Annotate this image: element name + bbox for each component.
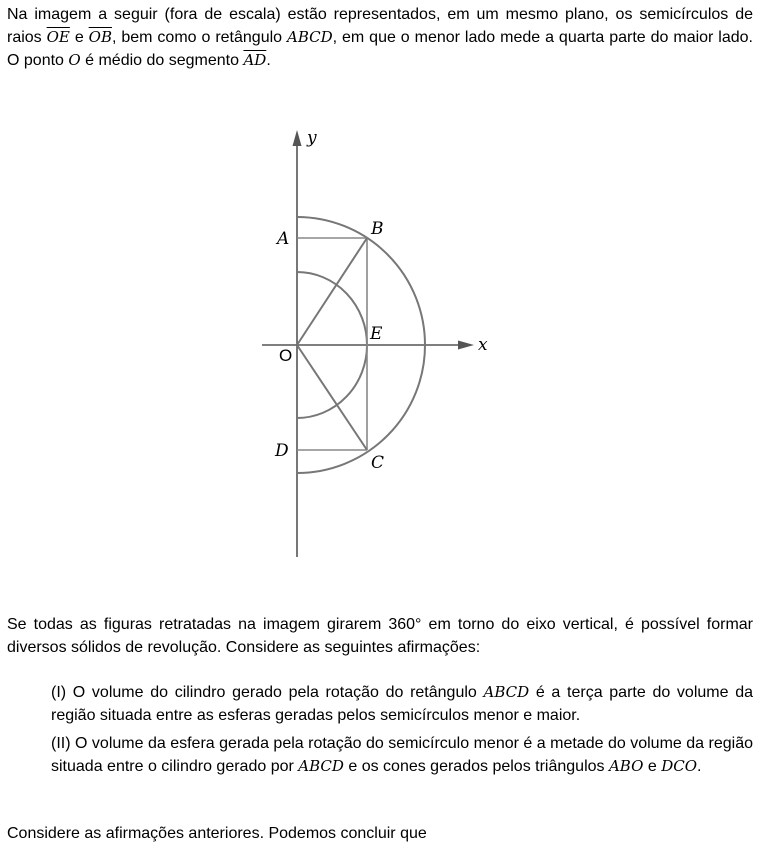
segment-ob: $\overline{OB}$ bbox=[88, 28, 112, 46]
conclusion-paragraph: Considere as afirmações anteriores. Podemos concluir que bbox=[7, 825, 427, 842]
label-e: E bbox=[370, 324, 383, 344]
segment-oe: $\overline{OE}$ bbox=[46, 28, 70, 46]
rectangle-abcd: ABCD bbox=[286, 28, 333, 46]
statement-i: (I) O volume do cilindro gerado pela rotação do retângulo ABCD é a terça parte do volume da região situada entre as esferas geradas pelos semicírculos menor e maior. bbox=[51, 683, 754, 724]
point-o: O bbox=[68, 51, 81, 69]
x-axis-arrow bbox=[458, 341, 474, 350]
segment-ad: $\overline{AD}$ bbox=[243, 51, 267, 69]
intro-paragraph: Na imagem a seguir (fora de escala) estão representados, em um mesmo plano, os semicírculos de raios $\overline{OE}$ e $\overline{OB}$, bem como o retângulo ABCD, em que o menor lado mede a quarta parte do maior lado. O ponto O é médio do segmento $\overline{AD}$. bbox=[7, 6, 753, 69]
label-x: x bbox=[478, 335, 488, 355]
geometry-figure bbox=[250, 118, 510, 563]
y-axis-arrow bbox=[293, 130, 302, 146]
label-b: B bbox=[371, 219, 384, 239]
statement-ii: (II) O volume da esfera gerada pela rotação do semicírculo menor é a metade do volume da região situada entre o cilindro gerado por ABCD e os cones gerados pelos triângulos ABO e DCO. bbox=[51, 735, 753, 775]
label-d: D bbox=[275, 441, 289, 461]
segment-oc-line bbox=[297, 345, 367, 450]
label-o: O bbox=[279, 346, 293, 365]
segment-ob-line bbox=[297, 238, 367, 345]
label-a: A bbox=[277, 229, 290, 249]
question-paragraph: Se todas as figuras retratadas na imagem girarem 360° em torno do eixo vertical, é possível formar diversos sólidos de revolução. Considere as seguintes afirmações: bbox=[7, 616, 753, 656]
label-y: y bbox=[307, 128, 317, 148]
label-c: C bbox=[371, 453, 385, 473]
